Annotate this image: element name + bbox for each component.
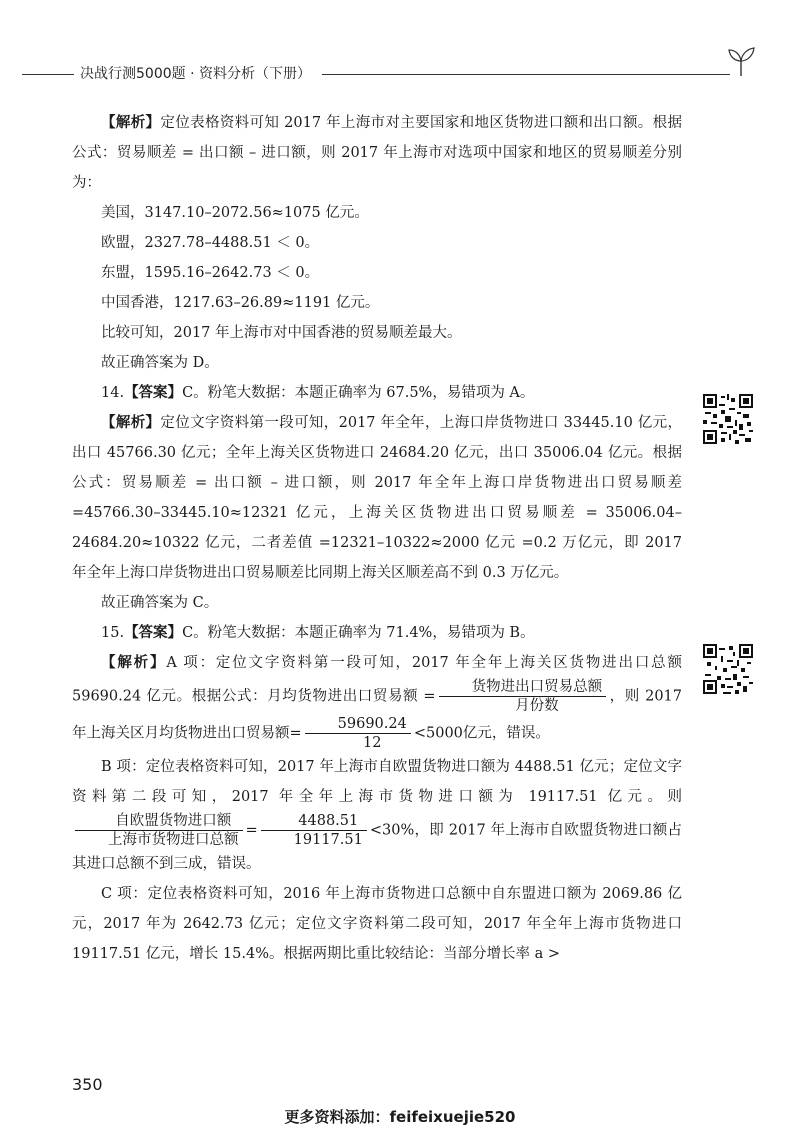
analysis-label: 【解析】	[101, 114, 161, 131]
option-a-text-2: ，则 2017 年上海关区月均货物进出口贸易额=	[72, 688, 682, 742]
option-b-text: B 项：定位表格资料可知，2017 年上海市自欧盟货物进口额为 4488.51 亿元；定位文字资料第二段可知，2017 年全年上海市货物进口额为 19117.51 亿元。则	[72, 759, 682, 805]
answer-14-paragraph	[72, 378, 682, 408]
ratio-fraction	[75, 812, 243, 849]
answer-text: C。粉笔大数据：本题正确率为 71.4%，易错项为 B。	[182, 625, 535, 641]
question-number: 14.	[101, 385, 125, 401]
fraction-denominator: 12	[363, 735, 382, 751]
answer-label: 【答案】	[124, 624, 183, 641]
answer-line: 故正确答案为 D。	[101, 355, 219, 371]
fraction-denominator: 19117.51	[293, 832, 363, 848]
answer-text: C。粉笔大数据：本题正确率为 67.5%，易错项为 A。	[182, 385, 535, 401]
analysis-text: 定位表格资料可知 2017 年上海市对主要国家和地区货物进口额和出口额。根据公式：贸易顺差 = 出口额 – 进口额，则 2017 年上海市对选项中国家和地区的贸易顺差分别为：	[72, 115, 683, 191]
analysis-15-option-b	[72, 752, 682, 879]
line-hongkong: 中国香港，1217.63–26.89≈1191 亿元。	[101, 295, 380, 311]
fraction-denominator: 上海市货物进口总额	[108, 832, 239, 848]
footer-note: 更多资料添加：feifeixuejie520	[284, 1108, 516, 1126]
solution-body	[72, 108, 682, 969]
book-title: 决战行测5000题 · 资料分析（下册）	[80, 66, 311, 82]
answer-label: 【答案】	[124, 384, 183, 401]
analysis-text: 定位文字资料第一段可知，2017 年全年，上海口岸货物进口 33445.10 亿元，出口 45766.30 亿元；全年上海关区货物进口 24684.20 亿元，出口 35006.04 亿元。根据公式：贸易顺差 = 出口额 – 进口额，则 2017 年全年上海口岸货物进出口贸易顺差 =45766.30–33445.10≈12321 亿元，上海关区货物进出口贸易顺差 = 35006.04–24684.20≈10322 亿元，二者差值 =12321–10322≈2000 亿元 =0.2 万亿元，即 2017 年全年上海口岸货物进出口贸易顺差比同期上海关区顺差高不到 0.3 万亿元。	[72, 415, 682, 581]
line-asean: 东盟，1595.16–2642.73 ＜ 0。	[101, 265, 320, 281]
option-a-text-3: <5000亿元，错误。	[413, 725, 550, 742]
running-header	[22, 58, 762, 88]
analysis-paragraph	[72, 108, 682, 198]
calc-fraction	[305, 715, 411, 752]
fraction-numerator: 59690.24	[305, 715, 411, 734]
qr-code-icon[interactable]	[703, 394, 753, 444]
comparison-line: 比较可知，2017 年上海市对中国香港的贸易顺差最大。	[101, 325, 462, 341]
page-number: 350	[72, 1075, 103, 1094]
fraction-numerator: 货物进出口贸易总额	[439, 678, 607, 697]
question-number: 15.	[101, 625, 125, 641]
option-b-text-2: <30%，即 2017 年上海市自欧盟货物进口额占其进口总额不到三成，错误。	[72, 822, 682, 872]
line-eu: 欧盟，2327.78–4488.51 ＜ 0。	[101, 235, 320, 251]
header-rule-left	[22, 74, 74, 75]
answer-line: 故正确答案为 C。	[101, 595, 219, 611]
equals-sign: =	[245, 822, 258, 839]
option-a-text: A 项：定位文字资料第一段可知，2017 年全年上海关区货物进出口总额 59690.24 亿元。根据公式：月均货物进出口贸易额 =	[72, 655, 683, 705]
calc-fraction	[261, 812, 367, 849]
analysis-15-option-c: C 项：定位表格资料可知，2016 年上海市货物进口总额中自东盟进口额为 2069.86 亿元，2017 年为 2642.73 亿元；定位文字资料第二段可知，2017 年全年上海市货物进口 19117.51 亿元，增长 15.4%。根据两期比重比较结论：当部分增长率 a >	[72, 886, 682, 962]
fraction-numerator: 4488.51	[261, 812, 367, 831]
analysis-15-option-a	[72, 648, 682, 752]
qr-code-icon[interactable]	[703, 644, 753, 694]
analysis-label: 【解析】	[101, 654, 167, 671]
line-usa: 美国，3147.10–2072.56≈1075 亿元。	[101, 205, 369, 221]
header-rule-right	[322, 74, 730, 75]
analysis-label: 【解析】	[101, 414, 161, 431]
fraction-denominator: 月份数	[515, 698, 559, 714]
sprout-icon	[726, 44, 756, 78]
answer-15-paragraph	[72, 618, 682, 648]
analysis-14-paragraph	[72, 408, 682, 588]
fraction-numerator: 自欧盟货物进口额	[75, 812, 243, 831]
formula-fraction	[439, 678, 607, 715]
